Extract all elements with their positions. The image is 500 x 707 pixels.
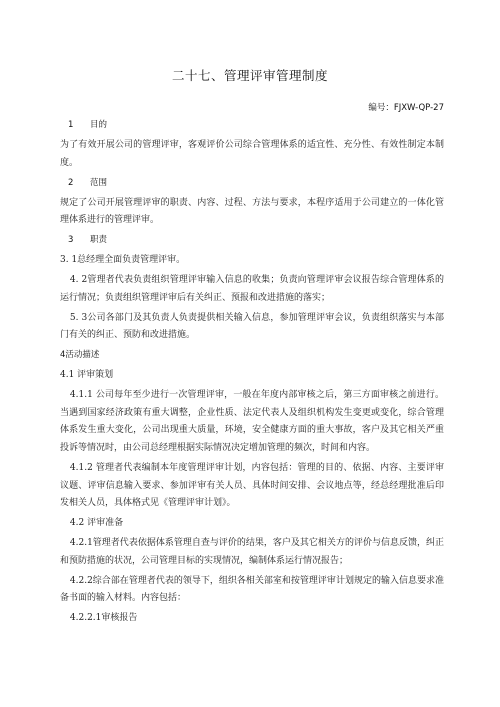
paragraph-resp-3-1: 3. 1总经理全面负责管理评审。 — [60, 255, 186, 266]
section-title: 目的 — [90, 120, 108, 130]
section-number: 2 — [68, 177, 74, 188]
paragraph-resp-5-3: 5. 3公司各部门及其负责人负责提供相关输入信息，参加管理评审会议，负责组织落实与本部门有关的纠正、预防和改进措施。 — [60, 312, 444, 341]
paragraph-4-2-2-1: 4.2.2.1审核报告 — [69, 613, 138, 624]
section-title: 范围 — [90, 177, 108, 188]
document-body — [60, 117, 444, 630]
section-heading-responsibilities — [60, 232, 444, 250]
section-number: 1 — [68, 120, 74, 130]
document-title: 二十七、管理评审管理制度 — [171, 68, 328, 83]
section-number: 3 — [68, 235, 74, 246]
paragraph-resp-4-2: 4. 2管理者代表负责组织管理评审输入信息的收集；负责向管理评审会议报告综合管理体系的运行情况；负责组织管理评审后有关纠正、预报和改进措施的落实； — [60, 275, 444, 303]
paragraph-scope: 规定了公司开展管理评审的职责、内容、过程、方法与要求，本程序适用于公司建立的一体化管理体系进行的管理评审。 — [60, 197, 444, 226]
section-heading-activities — [60, 347, 444, 365]
paragraph-4-2-2: 4.2.2综合部在管理者代表的领导下，组织各相关部室和按管理评审计划规定的输入信息要求准备书面的输入材料。内容包括： — [60, 575, 444, 604]
section-title: 4活动描述 — [60, 350, 100, 361]
paragraph-4-2-1: 4.2.1管理者代表依据体系管理自查与评价的结果，客户及其它相关方的评价与信息反馈，纠正和预防措施的状况，公司管理目标的实现情况，编制体系运行情况报告； — [60, 538, 444, 566]
section-heading-purpose — [60, 117, 444, 135]
document-number: 编号：FJXW-QP-27 — [368, 103, 444, 113]
subsection-4-1: 4.1 评审策划 — [60, 370, 114, 381]
section-heading-scope — [60, 175, 444, 193]
subsection-4-2: 4.2 评审准备 — [69, 518, 124, 529]
paragraph-4-1-1: 4.1.1 公司每年至少进行一次管理评审，一般在年度内部审核之后，第三方面审核之前进行。当遇到国家经济政策有重大调整，企业性质、法定代表人及组织机构发生变更或变化，综合管理体系发生重大变化，公司出现重大质量，环境，安全健康方面的重大事故，客户及其它相关严重投诉等情况时，由公司总经理根据实际情况决定增加管理的频次，时间和内容。 — [60, 390, 444, 453]
paragraph-purpose: 为了有效开展公司的管理评审，客观评价公司综合管理体系的适宜性、充分性、有效性制定本制度。 — [60, 139, 444, 168]
section-title: 职责 — [90, 235, 108, 246]
paragraph-4-1-2: 4.1.2 管理者代表编制本年度管理评审计划，内容包括：管理的目的、依据、内容、主要评审议题、评审信息输入要求、参加评审有关人员、具体时间安排、会议地点等，经总经理批准后印发相关人员，具体格式见《管理评审计划》。 — [60, 462, 444, 509]
